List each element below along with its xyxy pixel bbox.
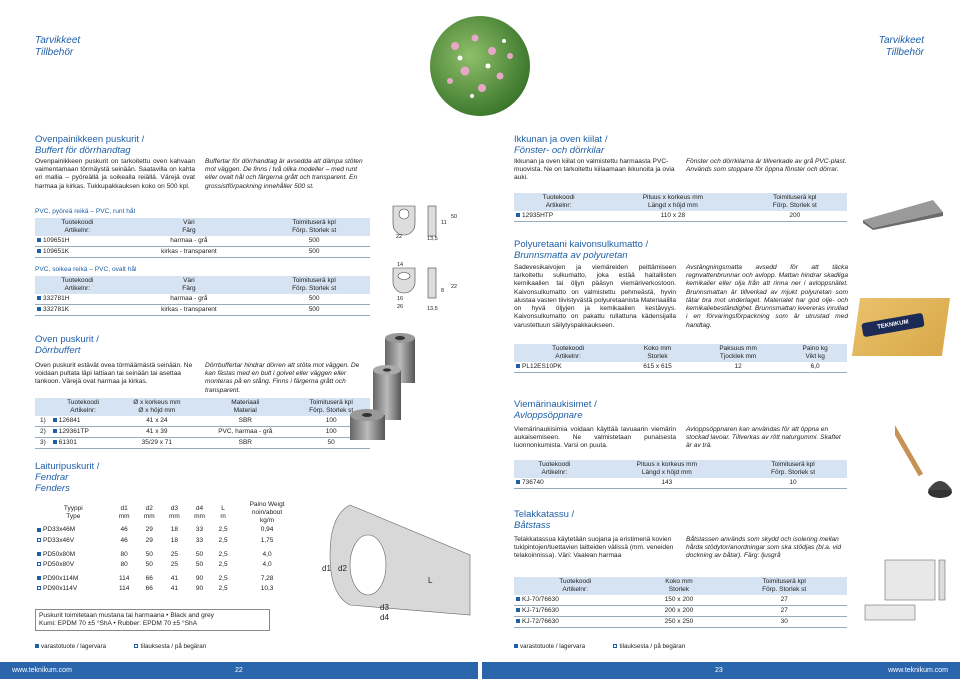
table-row: 736740 143 10 xyxy=(514,478,847,489)
valve-text-fi: Viemärinaukisimia voidaan käyttää lavuaarin viemärin aukaisemiseen. Ne valmistetaan punaisesta luonnonkumista. Varsi on puuta. xyxy=(514,426,676,450)
buffers-title xyxy=(35,135,144,157)
buffers-title-sv: Buffert för dörrhandtag xyxy=(35,144,131,156)
fenders-title-sv: Fendrar xyxy=(35,471,69,483)
table-row: KJ-70/76630 150 x 200 27 xyxy=(514,595,847,606)
legend-left xyxy=(35,643,206,651)
table-row: 109651K kirkas - transparent 500 xyxy=(35,246,370,257)
buffers-sub2: PVC, soikea reikä – PVC, ovalt hål xyxy=(35,266,137,273)
col-qty: Toimituserä kpl Förp. Storlek st xyxy=(292,398,370,416)
header-right xyxy=(879,35,924,58)
footer-page-right: 23 xyxy=(715,667,723,674)
fenders-title-en: Fenders xyxy=(35,482,70,494)
mat-roll-brand: TEKNIKUM xyxy=(861,313,924,338)
col-qty: Toimituserä kpl Förp. Storlek st xyxy=(258,276,370,294)
stops-title-fi: Oven puskurit / xyxy=(35,334,99,345)
wedge-title xyxy=(514,510,574,532)
fenders-note-color: Puskurit toimitetaan mustana tai harmaana • Black and grey xyxy=(39,612,214,619)
svg-text:14: 14 xyxy=(397,262,404,268)
valve-table: Tuotekoodi Artikelnr: Pituus x korkeus mm Längd x höjd mm Toimituserä kpl Förp. Storlek st 736740 143 10 xyxy=(514,460,847,489)
footer-left xyxy=(0,662,478,679)
col-code: Tuotekoodi Artikelnr: xyxy=(35,276,120,294)
fenders-note-rubber: Kumi: EPDM 70 ±5 °ShA • Rubber: EPDM 70 ±5 °ShA xyxy=(39,620,198,628)
header-left-subtitle: Tillbehör xyxy=(35,46,74,58)
svg-text:13,5: 13,5 xyxy=(427,306,438,312)
table-row: 3) 61301 35/29 x 71 SBR 50 xyxy=(35,437,370,448)
fender-profile-drawing xyxy=(310,495,480,625)
buffers-text-fi: Ovenpainikkeen puskurit on tarkoitettu oven kahvaan vaimentamaan törmäystä seinään. Saatavilla on kahta eri mallia – pyöreällä ja soikealla reiällä. Värejä ovat harmaa ja kirkas. Tukkupakkauksen koko on 500 kpl. xyxy=(35,158,195,190)
table-row: KJ-72/76630 250 x 250 30 xyxy=(514,616,847,627)
plunger-image xyxy=(895,400,955,510)
svg-text:22: 22 xyxy=(451,284,458,290)
mat-title-fi: Polyuretaani kaivonsulkumatto / xyxy=(514,239,649,250)
col-material: Materiaali Material xyxy=(198,398,292,416)
window-text-sv: Fönster och dörrkilarna är tillverkade av grå PVC-plast. Används som stoppare för öppna fönster och dörrar. xyxy=(686,158,847,174)
valve-title-fi: Viemärinaukisimet / xyxy=(514,399,597,410)
buffers-table1 xyxy=(35,218,370,258)
col-code: Tuotekoodi Artikelnr: xyxy=(35,218,120,236)
stops-text-fi: Oven puskurit estävät ovea törmäämästä seinään. Ne voidaan pultata läpi lattiaan tai seinään tai asettaa tankoon. Värejä ovat harmaa ja kirkas. xyxy=(35,362,193,386)
table-row: 109651H harmaa - grå 500 xyxy=(35,236,370,247)
window-title-fi: Ikkunan ja oven kiilat / xyxy=(514,134,608,145)
mat-table: Tuotekoodi Artikelnr: Koko mm Storlek Paksuus mm Tjocklek mm Paino kg Vikt kg PL12ES10PK 615 x 615 12 6,0 xyxy=(514,344,847,373)
buffers-sub1: PVC, pyöreä reikä – PVC, runt hål xyxy=(35,208,136,215)
wedge-title-sv: Båtstass xyxy=(514,519,551,531)
table-row: PD50x80V 80 50 25 50 2,5 4,0 xyxy=(35,560,300,570)
table-row: PD33x46V 46 29 18 33 2,5 1,75 xyxy=(35,536,300,546)
window-title-sv: Fönster- och dörrkilar xyxy=(514,144,605,156)
table-row: PL12ES10PK 615 x 615 12 6,0 xyxy=(514,362,847,373)
fenders-table: Tyyppi Type d1 mm d2 mm d3 mm d4 mm L m Paino Weigt noin/about kg/m PD33x46M 46 29 18 33 2,5 0,94 PD33x46V 46 29 18 33 2,5 1,75 PD50x80M 80 50 25 50 2,5 4,0 PD50x80V 80 50 25 50 2,5 4,0 PD90x114M 114 66 41 90 2,5 7,28 PD90x114V 114 66 41 90 2,5 10,3 xyxy=(35,500,300,594)
header-left xyxy=(35,35,80,58)
table-row: 1) 126841 41 x 24 SBR 100 xyxy=(35,416,370,427)
wedge-text-fi: Telakkatassua käytetään suojana ja eristimenä kovien tukipintojen/tuettavien laitteiden välissä (mm. veneiden telakoinnissa). Väri: Vaalean harmaa xyxy=(514,536,674,560)
buffers-text-sv: Buffertar för dörrhandtag är avsedda att dämpa stöten mot väggen. De finns i två olika modeller – med runt eller ovalt hål och färgerna grått och transparent. En grossistförpackning innehåller 500 st. xyxy=(205,158,363,190)
table-row: 12935HTP 110 x 28 200 xyxy=(514,211,847,222)
door-wedge-image xyxy=(858,190,948,230)
fenders-note xyxy=(35,609,270,631)
col-color: Väri Färg xyxy=(120,276,259,294)
fenders-title xyxy=(35,462,99,495)
table-row: PD90x114V 114 66 41 90 2,5 10,3 xyxy=(35,584,300,594)
table-row: PD90x114M 114 66 41 90 2,5 7,28 xyxy=(35,574,300,584)
svg-text:11: 11 xyxy=(441,220,447,226)
footer-url-left[interactable]: www.teknikum.com xyxy=(12,667,72,674)
svg-text:L: L xyxy=(428,576,433,585)
svg-text:13,5: 13,5 xyxy=(427,236,438,242)
legend-order: tilauksesta / på begäran xyxy=(619,643,686,650)
table-row: 2) 129361TP 41 x 39 PVC, harmaa - grå 100 xyxy=(35,426,370,437)
window-table: Tuotekoodi Artikelnr: Pituus x korkeus mm Längd x höjd mm Toimituserä kpl Förp. Storlek st 12935HTP 110 x 28 200 xyxy=(514,193,847,222)
table-row: 332781H harmaa - grå 500 xyxy=(35,294,370,305)
stops-text-sv: Dörrbuffertar hindrar dörren att stöta mot väggen. De kan fästas med en bult i golvet eller väggen eller monteras på en stång. Finns i färgerna grått och transparent. xyxy=(205,362,360,394)
footer-page-left: 22 xyxy=(235,667,243,674)
wedge-text-sv: Båtstassen används som skydd och isolering mellan hårda stödytor/anordningar som ska stödjas (bl.a. vid dockning av båtar). Färg: ljusgrå xyxy=(686,536,842,560)
legend-right xyxy=(514,643,685,651)
table-row: 332781K kirkas - transparent 500 xyxy=(35,304,370,315)
buffer-dimension-drawing xyxy=(383,196,463,326)
valve-title xyxy=(514,400,597,422)
col-qty: Toimituserä kpl Förp. Storlek st xyxy=(258,218,370,236)
footer-right xyxy=(482,662,960,679)
legend-stock: varastotuote / lagervara xyxy=(520,643,586,650)
table-row: PD50x80M 80 50 25 50 2,5 4,0 xyxy=(35,550,300,560)
fenders-title-fi: Laituripuskurit / xyxy=(35,461,100,472)
stops-title xyxy=(35,335,99,357)
window-text-fi: Ikkunan ja oven kiilat on valmistettu harmaasta PVC-muovista. Ne on tarkoitettu kiilaamaan ikkunoita ja ovia auki. xyxy=(514,158,675,182)
col-size: Ø x korkeus mm Ø x höjd mm xyxy=(115,398,198,416)
mat-text-sv: Avstängningsmatta avsedd för att täcka regnvattenbrunnar och avlopp. Mattan hindrar skadliga kemikalier eller olja från att rinna ner i avloppsnätet. Brunnsmattan är tillverkad av mjukt polyuretan som tätar bra mot underlaget. Materialet har god olje- och kemikaliebeständighet. Brunnsmattan levereras inrullad i en förvaringsförpackning som är utrustad med handtag. xyxy=(686,264,849,329)
svg-text:8: 8 xyxy=(441,288,445,294)
stops-title-sv: Dörrbuffert xyxy=(35,344,81,356)
svg-text:d2: d2 xyxy=(338,564,347,573)
wedge-title-fi: Telakkatassu / xyxy=(514,509,575,520)
header-right-title: Tarvikkeet xyxy=(878,35,924,46)
footer-url-right[interactable]: www.teknikum.com xyxy=(888,667,948,674)
buffers-table2 xyxy=(35,276,370,316)
table-row: KJ-71/76630 200 x 200 27 xyxy=(514,605,847,616)
door-stop-image xyxy=(335,330,445,455)
svg-text:d3: d3 xyxy=(380,603,389,612)
stops-table xyxy=(35,398,370,449)
legend-order: tilauksesta / på begäran xyxy=(140,643,207,650)
header-right-subtitle: Tillbehör xyxy=(885,46,924,58)
svg-text:50: 50 xyxy=(451,214,458,220)
svg-text:16: 16 xyxy=(397,296,404,302)
svg-text:d1: d1 xyxy=(322,564,331,573)
wedge-table: Tuotekoodi Artikelnr: Koko mm Storlek Toimituserä kpl Förp. Storlek st KJ-70/76630 150 x 200 27 KJ-71/76630 200 x 200 27 KJ-72/76630 250 x 250 30 xyxy=(514,577,847,628)
legend-stock: varastotuote / lagervara xyxy=(41,643,107,650)
svg-text:26: 26 xyxy=(397,304,404,310)
col-code: Tuotekoodi Artikelnr: xyxy=(51,398,116,416)
header-left-title: Tarvikkeet xyxy=(35,35,81,46)
mat-text-fi: Sadevesikaivojen ja viemäreiden peittämiseen tarkoitettu sulkumatto, joka estää haitallisten kemikaalien tai öljyn pääsyn viemäriverkostoon. Kaivonsulkumatto on valmistettu pehmeästä, hyvin alustaa vasten tiivistyvästä polyuretaanista Materiaalilla on hyvä öljyjen ja kemikaalien kestävyys. Kaivonsulkumatto on pakattu rullattuna kädensijalla varustettuun säilytyspakkaukseen. xyxy=(514,264,676,329)
col-color: Väri Färg xyxy=(120,218,259,236)
mat-title xyxy=(514,240,648,262)
mat-title-sv: Brunnsmatta av polyuretan xyxy=(514,249,628,261)
svg-text:d4: d4 xyxy=(380,613,389,622)
svg-text:22: 22 xyxy=(396,234,403,240)
valve-text-sv: Avloppsöppnaren kan användas för att öppna en stockad lavoar. Tillverkas av rött naturgummi. Skaftet är av trä. xyxy=(686,426,841,450)
table-row: PD33x46M 46 29 18 33 2,5 0,94 xyxy=(35,525,300,535)
buffers-title-fi: Ovenpainikkeen puskurit / xyxy=(35,134,145,145)
window-title xyxy=(514,135,607,157)
boat-stand-drawing xyxy=(855,555,955,630)
valve-title-sv: Avloppsöppnare xyxy=(514,409,583,421)
flower-photo xyxy=(430,16,530,116)
